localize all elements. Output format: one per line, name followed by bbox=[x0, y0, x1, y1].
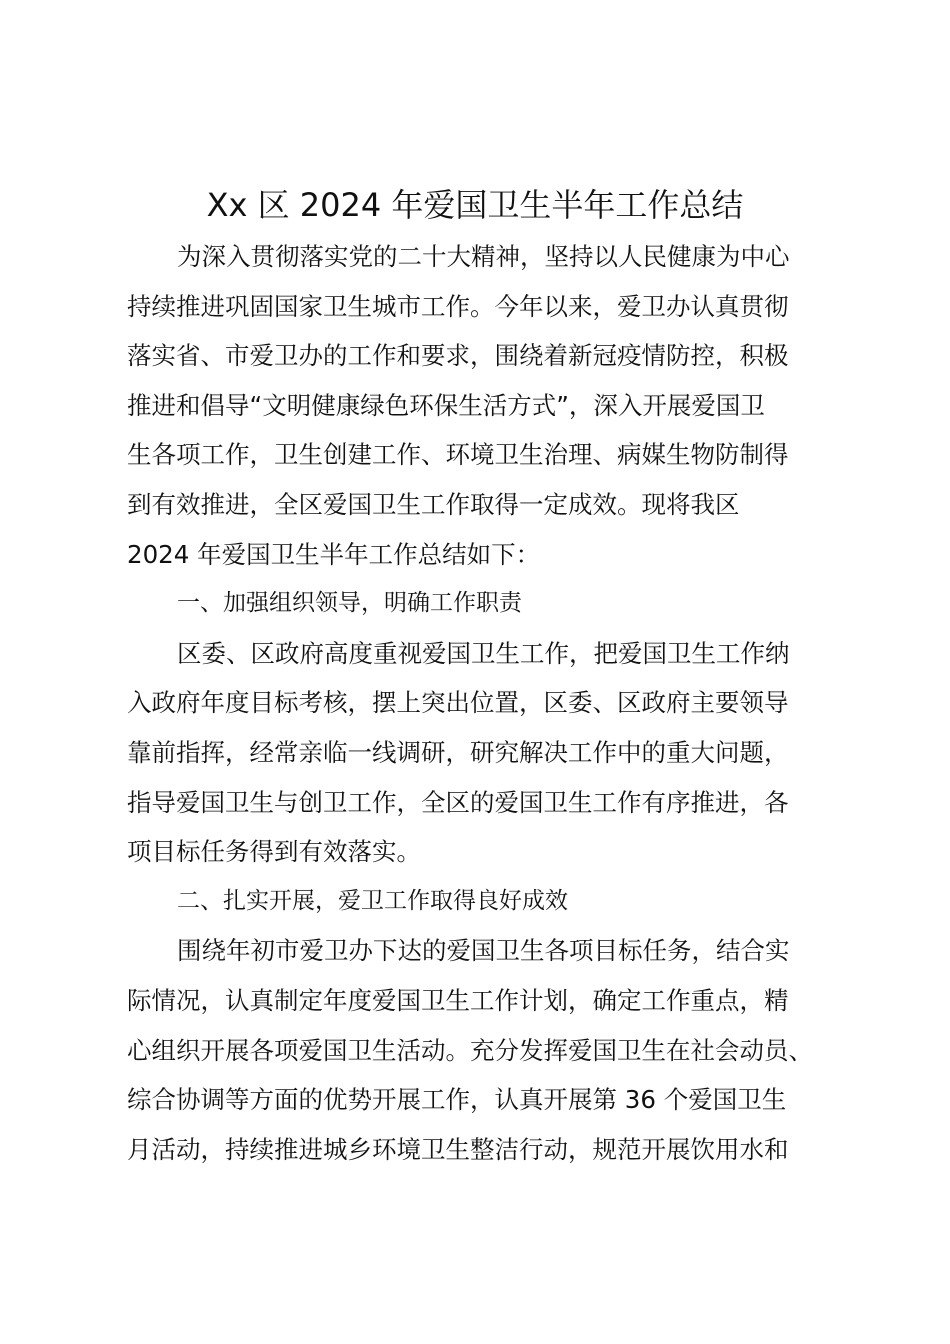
paragraph-line: 2024 年爱国卫生半年工作总结如下： bbox=[127, 539, 541, 569]
paragraph-line: 推进和倡导“文明健康绿色环保生活方式”，深入开展爱国卫 bbox=[127, 390, 765, 420]
paragraph-line: 为深入贯彻落实党的二十大精神，坚持以人民健康为中心 bbox=[177, 242, 790, 271]
paragraph-line: 生各项工作，卫生创建工作、环境卫生治理、病媒生物防制得 bbox=[127, 440, 789, 470]
paragraph-line: 持续推进巩固国家卫生城市工作。今年以来，爱卫办认真贯彻 bbox=[127, 291, 789, 321]
paragraph-line: 到有效推进，全区爱国卫生工作取得一定成效。现将我区 bbox=[127, 489, 740, 519]
paragraph-line: 靠前指挥，经常亲临一线调研，研究解决工作中的重大问题， bbox=[127, 737, 789, 767]
paragraph-line: 围绕年初市爱卫办下达的爱国卫生各项目标任务，结合实 bbox=[177, 936, 790, 966]
paragraph-line: 落实省、市爱卫办的工作和要求，围绕着新冠疫情防控，积极 bbox=[127, 341, 789, 371]
paragraph-line: 区委、区政府高度重视爱国卫生工作，把爱国卫生工作纳 bbox=[177, 638, 790, 668]
document-body bbox=[127, 232, 833, 1174]
paragraph-line: 月活动，持续推进城乡环境卫生整洁行动，规范开展饮用水和 bbox=[127, 1134, 789, 1164]
section-heading: 二、扎实开展，爱卫工作取得良好成效 bbox=[177, 887, 568, 914]
paragraph-line: 项目标任务得到有效落实。 bbox=[127, 837, 421, 867]
paragraph-line: 综合协调等方面的优势开展工作，认真开展第 36 个爱国卫生 bbox=[127, 1085, 787, 1115]
paragraph-line: 心组织开展各项爱国卫生活动。充分发挥爱国卫生在社会动员、 bbox=[127, 1035, 813, 1065]
paragraph-line: 入政府年度目标考核，摆上突出位置，区委、区政府主要领导 bbox=[127, 688, 789, 718]
paragraph-line: 际情况，认真制定年度爱国卫生工作计划，确定工作重点，精 bbox=[127, 985, 789, 1015]
document-title: Xx 区 2024 年爱国卫生半年工作总结 bbox=[206, 186, 744, 224]
section-heading: 一、加强组织领导，明确工作职责 bbox=[177, 590, 522, 617]
paragraph-line: 指导爱国卫生与创卫工作，全区的爱国卫生工作有序推进，各 bbox=[127, 787, 789, 817]
